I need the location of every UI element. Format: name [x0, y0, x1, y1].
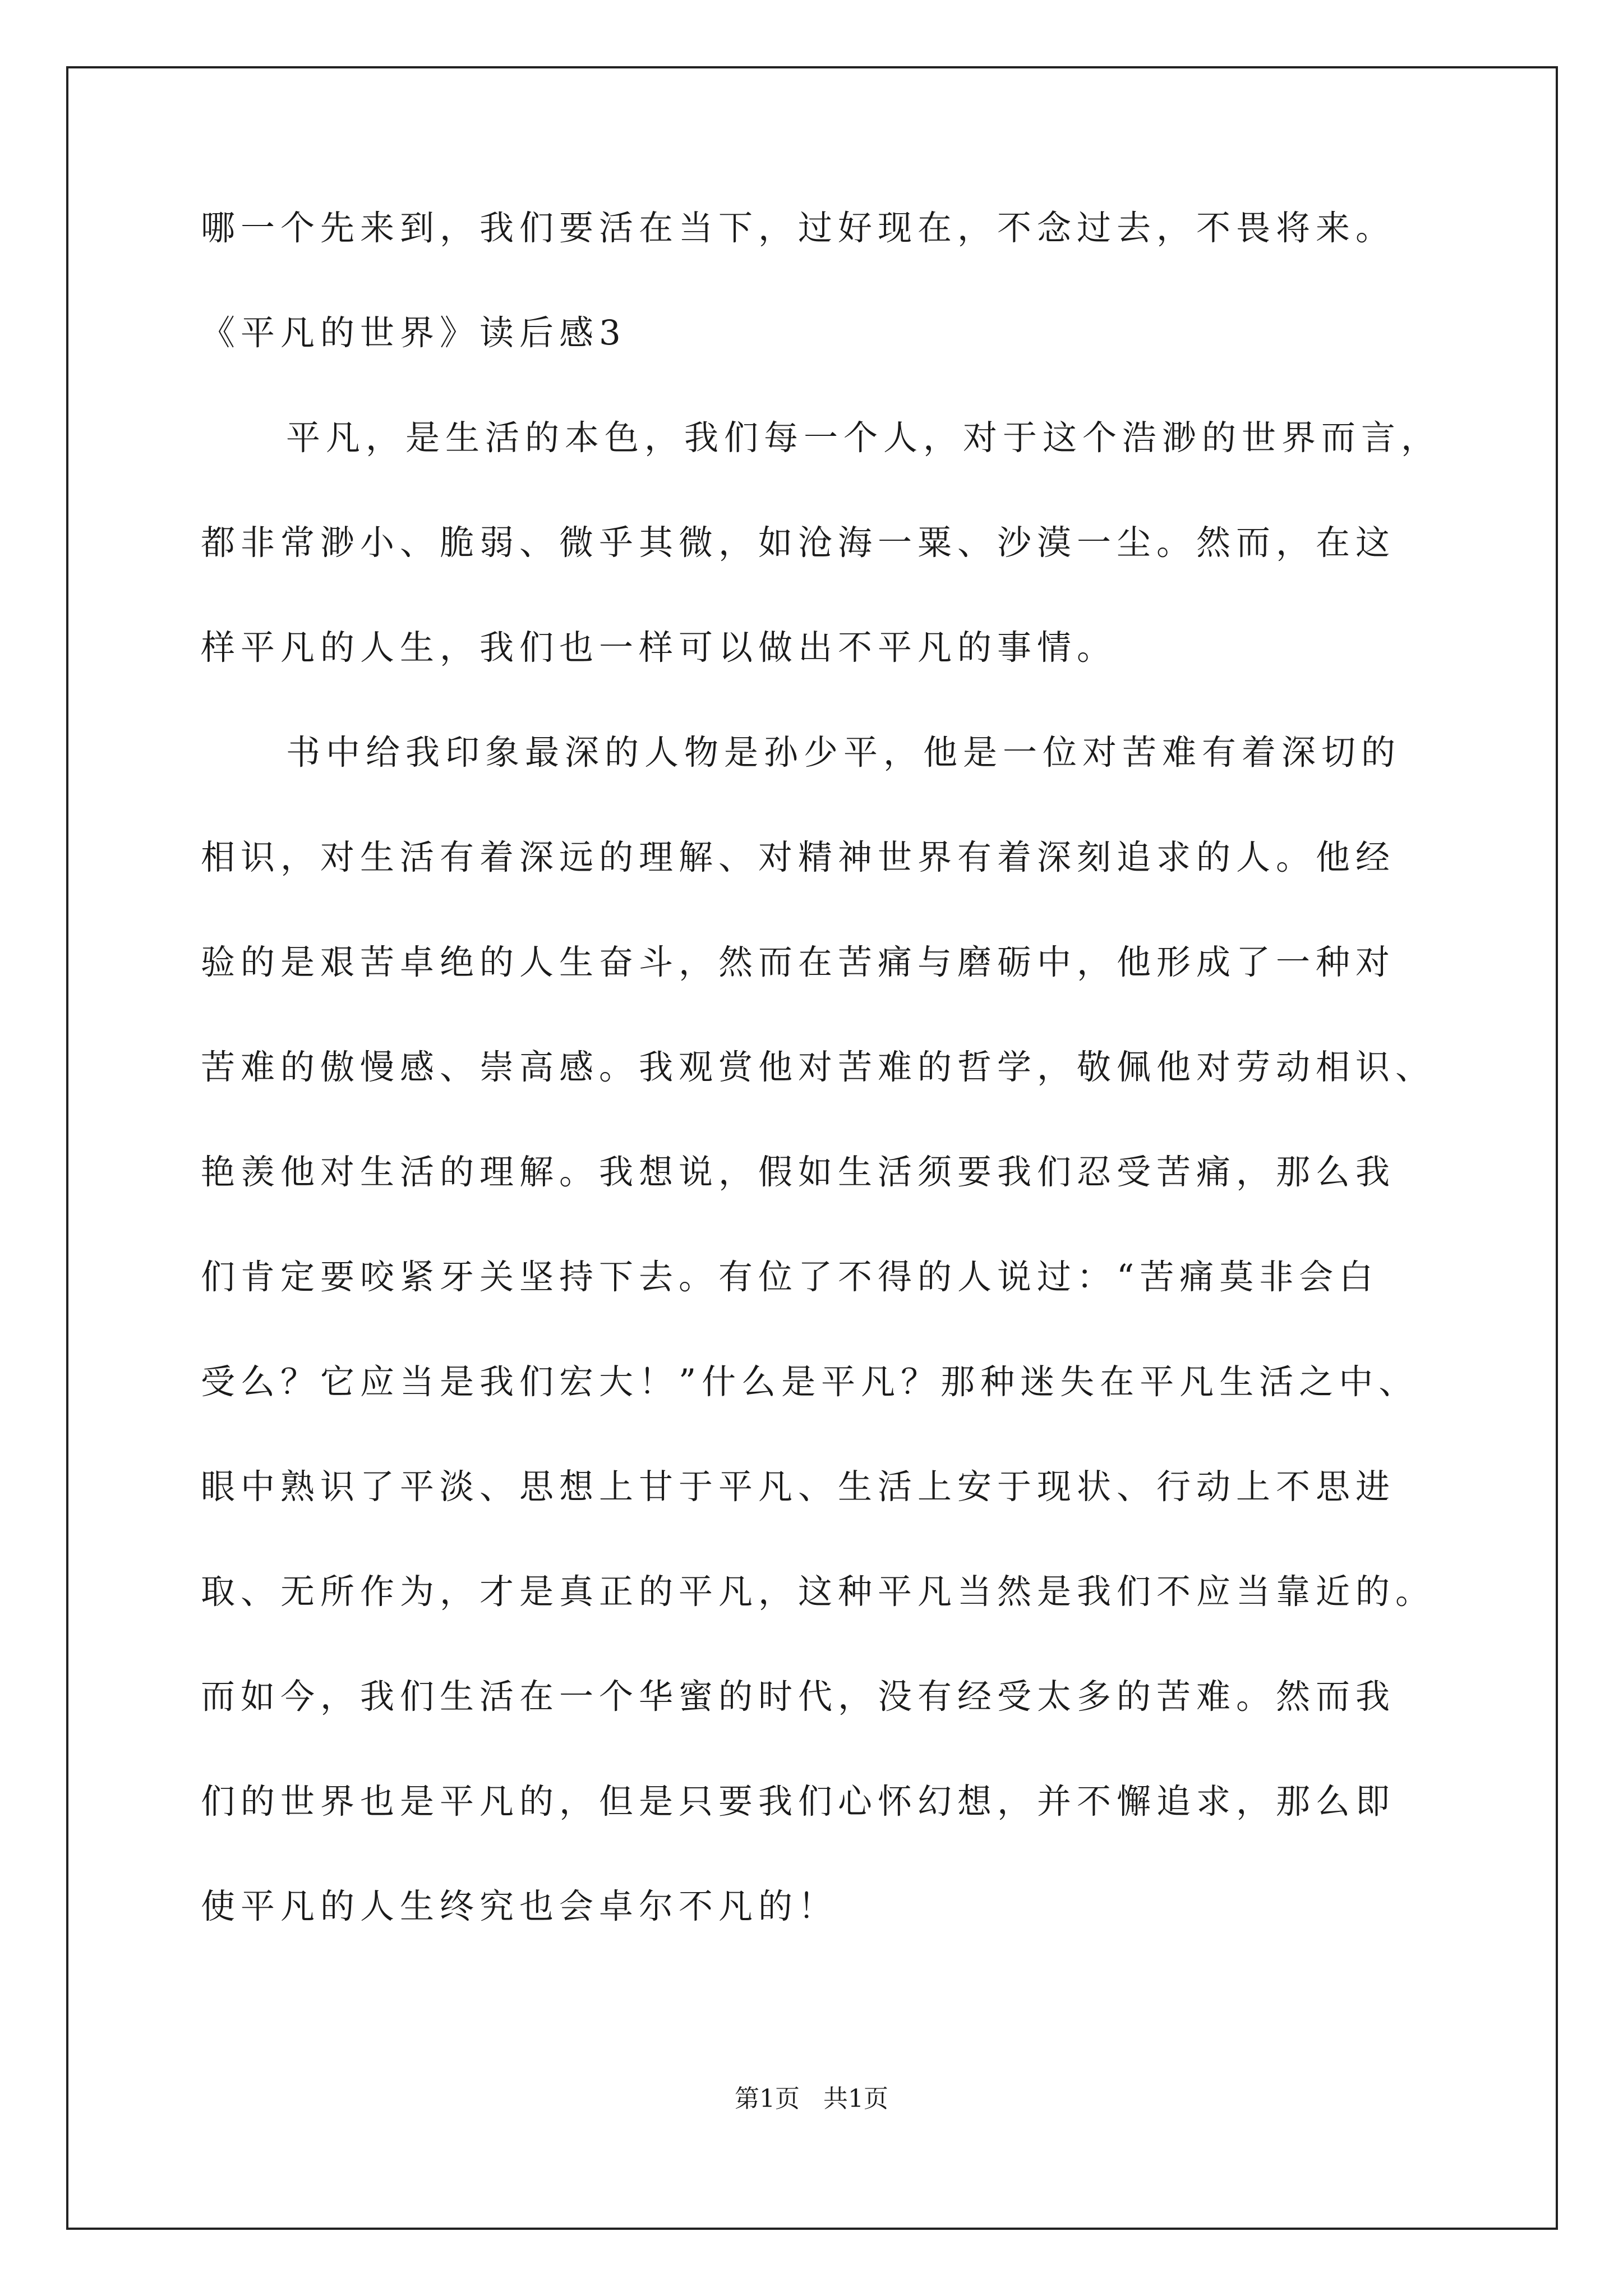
- section-heading: 《平凡的世界》读后感3: [201, 313, 626, 353]
- paragraph-1-line: 样平凡的人生，我们也一样可以做出不平凡的事情。: [201, 628, 1117, 668]
- page-footer: 第1页 共1页: [735, 2085, 888, 2113]
- paragraph-1-line: 都非常渺小、脆弱、微乎其微，如沧海一粟、沙漠一尘。然而，在这: [201, 523, 1396, 563]
- paragraph-2-line: 书中给我印象最深的人物是孙少平，他是一位对苦难有着深切的: [286, 733, 1401, 772]
- paragraph-2-line: 们的世界也是平凡的，但是只要我们心怀幻想，并不懈追求，那么即: [201, 1782, 1396, 1821]
- paragraph-2-line: 眼中熟识了平淡、思想上甘于平凡、生活上安于现状、行动上不思进: [201, 1467, 1396, 1507]
- paragraph-2-line: 使平凡的人生终究也会卓尔不凡的！: [201, 1887, 838, 1926]
- paragraph-2-line: 们肯定要咬紧牙关坚持下去。有位了不得的人说过：“苦痛莫非会白: [201, 1257, 1379, 1297]
- paragraph-2-line: 艳羡他对生活的理解。我想说，假如生活须要我们忍受苦痛，那么我: [201, 1152, 1396, 1192]
- document-body: [201, 202, 1441, 1933]
- paragraph-2-line: 而如今，我们生活在一个华蜜的时代，没有经受太多的苦难。然而我: [201, 1677, 1396, 1717]
- paragraph-2-line: 取、无所作为，才是真正的平凡，这种平凡当然是我们不应当靠近的。: [201, 1572, 1436, 1612]
- paragraph-2-line: 相识，对生活有着深远的理解、对精神世界有着深刻追求的人。他经: [201, 838, 1396, 877]
- paragraph-2-line: 受么？它应当是我们宏大！”什么是平凡？那种迷失在平凡生活之中、: [201, 1362, 1419, 1402]
- paragraph-2-line: 验的是艰苦卓绝的人生奋斗，然而在苦痛与磨砺中，他形成了一种对: [201, 942, 1396, 982]
- paragraph-2-line: 苦难的傲慢感、崇高感。我观赏他对苦难的哲学，敬佩他对劳动相识、: [201, 1047, 1436, 1087]
- paragraph-1-line: 平凡，是生活的本色，我们每一个人，对于这个浩渺的世界而言，: [286, 418, 1441, 458]
- text-line: 哪一个先来到，我们要活在当下，过好现在，不念过去，不畏将来。: [201, 208, 1396, 248]
